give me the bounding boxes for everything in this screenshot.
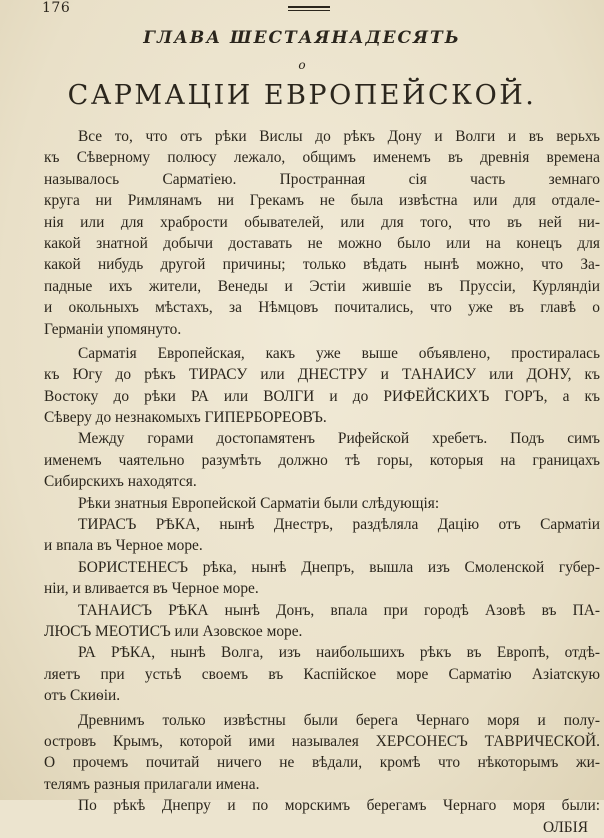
text-line: ляетъ при устьѣ своемъ въ Каспійское море Сарматію Азіатскую [44,665,600,683]
text-line-catchword: ОЛБІЯ [542,818,588,836]
text-line: Сарматія Европейская, какъ уже выше объявлено, простиралась [78,344,600,362]
text-line: и окольныхъ мѣстахъ, за Нѣмцовъ почитались, что уже въ главѣ о [44,299,600,317]
text-line: ТИРАСЪ РѢКА, нынѣ Днестръ, раздѣляла Дацію отъ Сарматіи [78,516,600,534]
text-line: нія или для храбрости обывателей, или для того, что въ ней ни- [44,213,600,231]
text-line: ЛЮСЪ МЕОТИСЪ или Азовское море. [44,622,303,640]
text-line: Все то, что отъ рѣки Вислы до рѣкъ Дону и Волги и въ верьхъ [78,128,600,145]
text-line: именемъ чаятельно разумѣть должно тѣ горы, которыя на границахъ [44,451,600,469]
text-line: Сѣверу до незнакомыхъ ГИПЕРБОРЕОВЪ. [44,409,327,427]
text-line: круга ни Римлянамъ ни Грекамъ не была извѣстна или для отдале- [44,192,600,210]
text-line: падные ихъ жители, Венеды и Эстіи жившіе въ Пруссіи, Курляндіи [44,277,600,295]
text-line: какой нибудь другой причины; только вѣдать нынѣ можно, что За- [44,256,600,274]
about-word: о [298,58,306,72]
text-line: Рѣки знатныя Европейской Сарматіи были слѣдующія: [78,494,440,512]
text-line: Германіи упомянуто. [44,320,182,338]
text-line: называлось Сарматіею. Пространная сія часть земнаго [44,170,600,188]
text-line: Сибирскихъ находятся. [44,473,197,491]
body-text [44,126,600,838]
text-line: и впала въ Черное море. [44,537,203,555]
text-line: Востоку до рѣки РА или ВОЛГИ и до РИФЕЙСКИХЪ ГОРЪ, а къ [44,387,600,405]
text-line: По рѣкѣ Днепру и по морскимъ берегамъ Чернаго моря были: [78,797,600,815]
text-line: къ Югу до рѣкъ ТИРАСУ или ДНЕСТРУ и ТАНАИСУ или ДОНУ, къ [44,366,600,384]
page-number: 176 [42,0,71,16]
text-line: Между горами достопамятенъ Рифейской хребетъ. Подъ симъ [78,430,600,448]
header-rule [288,6,330,8]
text-line: островъ Крымъ, которой ими называлея ХЕРСОНЕСЪ ТАВРИЧЕСКОЙ. [44,732,600,750]
text-line: какой знатной добычи доставать не можно было или на конецъ для [44,234,600,252]
text-line: телямъ разныя прилагали имена. [44,775,260,793]
text-line: отъ Скиѳіи. [44,687,121,705]
text-line: Древнимъ только извѣстны были берега Чернаго моря и полу- [78,711,600,729]
page-title: САРМАЦІИ ЕВРОПЕЙСКОЙ. [67,80,537,111]
chapter-heading: ГЛАВА ШЕСТАЯНАДЕСЯТЬ [143,28,461,48]
header-rule-thin [288,10,330,11]
text-line: ніи, и вливается въ Черное море. [44,580,259,598]
text-line: къ Сѣверному полюсу лежало, общимъ именемъ въ древнія времена [44,149,600,167]
text-line: О прочемъ почитай ничего не вѣдали, кромѣ что нѣкоторымъ жи- [44,754,600,772]
text-line: РА РѢКА, нынѣ Волга, изъ наибольшихъ рѣкъ въ Европѣ, отдѣ- [78,644,600,662]
text-line: ТАНАИСЪ РѢКА нынѣ Донъ, впала при городѣ Азовѣ въ ПА- [78,601,600,619]
text-line: БОРИСТЕНЕСЪ рѣка, нынѣ Днепръ, вышла изъ Смоленской губер- [78,558,600,576]
